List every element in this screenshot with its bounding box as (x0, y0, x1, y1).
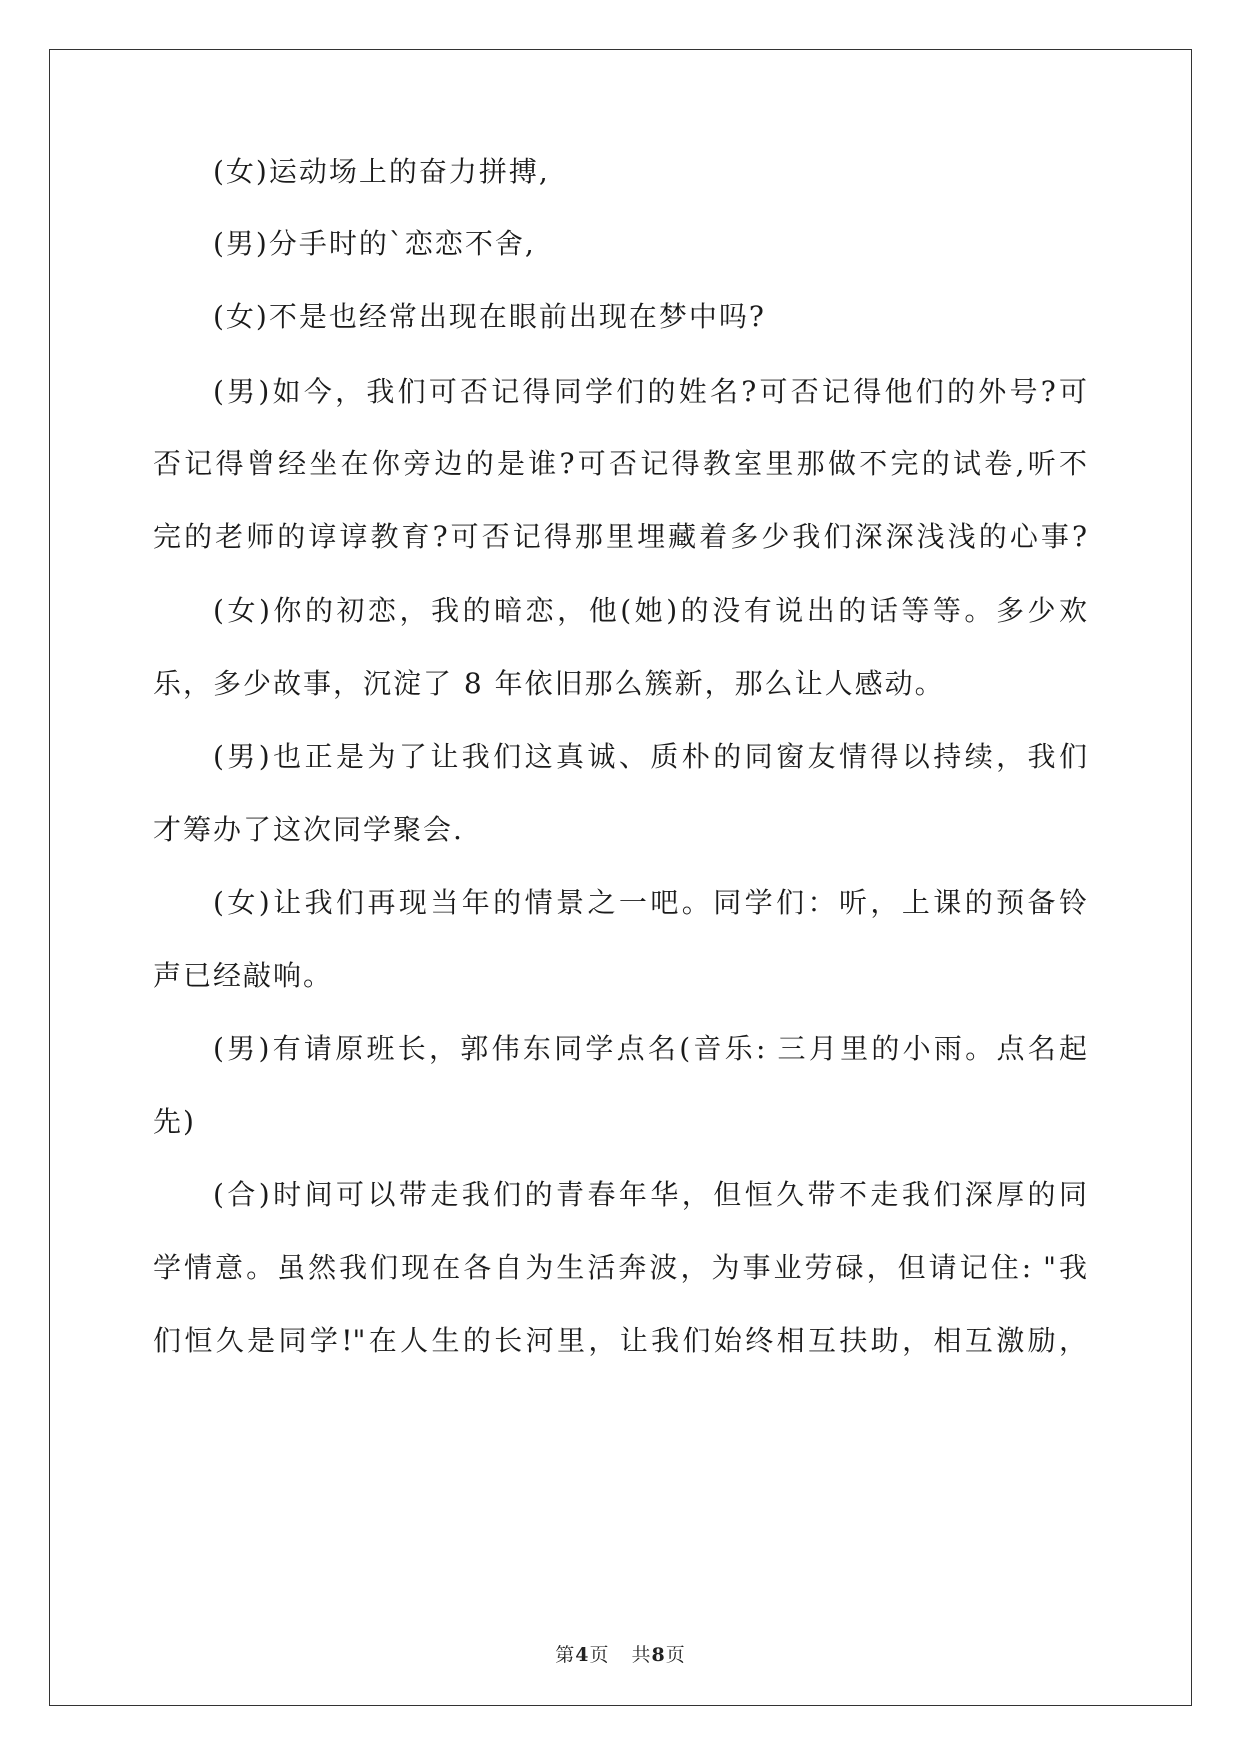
footer-total-prefix: 共 (631, 1644, 652, 1666)
text-line: 先) (153, 1105, 196, 1138)
text-line: (男)也正是为了让我们这真诚、质朴的同窗友情得以持续，我们 (213, 740, 1087, 773)
text-line: 完的老师的谆谆教育?可否记得那里埋藏着多少我们深深浅浅的心事? (153, 520, 1087, 553)
text-line: (女)你的初恋，我的暗恋，他(她)的没有说出的话等等。多少欢 (213, 594, 1087, 627)
text-line: 声已经敲响。 (153, 959, 334, 992)
text-line: (女)让我们再现当年的情景之一吧。同学们：听，上课的预备铃 (213, 886, 1087, 919)
text-line: 否记得曾经坐在你旁边的是谁?可否记得教室里那做不完的试卷,听不 (153, 447, 1087, 480)
total-page-number: 8 (651, 1644, 666, 1666)
footer-total-label: 页 (665, 1644, 686, 1666)
text-line: 乐，多少故事，沉淀了 8 年依旧那么簇新，那么让人感动。 (153, 667, 945, 700)
page-footer (0, 1640, 1241, 1667)
text-line: (男)有请原班长，郭伟东同学点名(音乐: 三月里的小雨。点名起 (213, 1032, 1087, 1065)
text-line: (合)时间可以带走我们的青春年华，但恒久带不走我们深厚的同 (213, 1178, 1087, 1211)
text-line: 们恒久是同学!"在人生的长河里，让我们始终相互扶助，相互激励， (153, 1324, 1087, 1357)
text-line: (女)不是也经常出现在眼前出现在梦中吗? (213, 300, 766, 333)
footer-prefix: 第 (555, 1644, 576, 1666)
footer-page-label: 页 (589, 1644, 610, 1666)
text-line: (男)如今，我们可否记得同学们的姓名?可否记得他们的外号?可 (213, 375, 1087, 408)
current-page-number: 4 (575, 1644, 590, 1666)
text-line: (男)分手时的`恋恋不舍, (213, 227, 536, 260)
text-line: 才筹办了这次同学聚会. (153, 813, 464, 846)
text-line: 学情意。虽然我们现在各自为生活奔波，为事业劳碌，但请记住: "我 (153, 1251, 1087, 1284)
text-line: (女)运动场上的奋力拼搏, (213, 155, 550, 188)
